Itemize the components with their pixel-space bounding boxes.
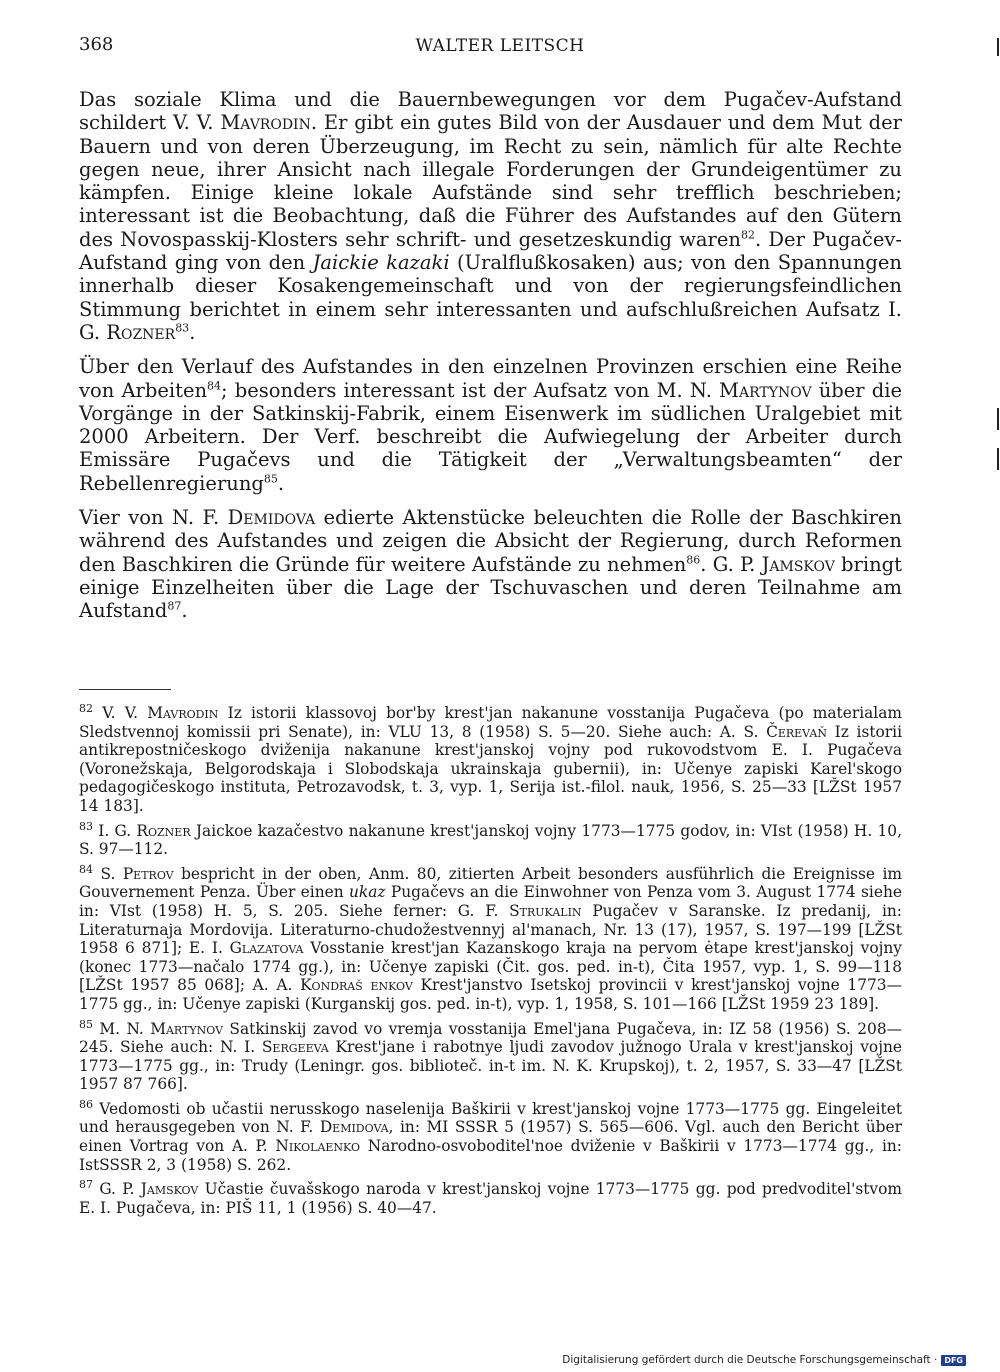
author-name: Jamskov xyxy=(761,552,835,576)
margin-mark xyxy=(997,408,999,430)
footnote-85: $^{85}$ M. N. Martynov Satkinskij zavod vo vremja vosstanija Emel'jana Pugačeva, in: IZ 58 (1956) S. 208—245. Siehe auch: N. I. Sergeeva Krest'jane i rabotnye ljudi zavodov južnogo Urala v krest'janskoj vojne 1773—1775 gg., in: Trudy (Leningr. gos. bibliotеč. in-t im. N. K. Krupskoj), t. 2, 1957, S. 33—47 [LŽSt 1957 87 766]. xyxy=(79,1017,902,1094)
author-name: Demidova xyxy=(227,506,316,530)
author-name: Mavrodin xyxy=(220,111,311,135)
author-name: Martynov xyxy=(719,378,812,402)
paragraph: Das soziale Klima und die Bauernbewegungen vor dem Pugačev-Aufstand schildert V. V. Mavrodin. Er gibt ein gutes Bild von der Ausdauer und dem Mut der Bauern und von deren Überzeugung, im Recht zu sein, nämlich für alte Rechte gegen neue, ihrer Ansicht nach illegale Forderungen der Grundeigentümer zu kämpfen. Einige kleine lokale Aufstände sind sehr trefflich beschrieben; interessant ist die Beobachtung, daß die Führer des Aufstandes auf den Gütern des Novospasskij-Klosters sehr schrift- und gesetzeskundig waren$^{82}$. Der Pugačev-Aufstand ging von den Jaickie kazaki (Uralflußkosaken) aus; von den Spannungen innerhalb dieser Kosakengemeinschaft und von der regierungsfeindlichen Stimmung berichtet in einem sehr interessanten und aufschlußreichen Aufsatz I. G. Rozner$^{83}$. xyxy=(79,88,902,344)
footnote-87: $^{87}$ G. P. Jamskov Učastie čuvašskogo naroda v krest'janskoj vojne 1773—1775 gg. pod predvoditel'stvom E. I. Pugačeva, in: PIŠ 11, 1 (1956) S. 40—47. xyxy=(79,1178,902,1217)
main-text xyxy=(79,88,902,634)
footnote-ref: 82 xyxy=(740,228,755,242)
digitization-credit xyxy=(562,1354,966,1366)
paragraph: Vier von N. F. Demidova edierte Aktenstücke beleuchten die Rolle der Baschkiren während des Aufstandes und zeigen die Absicht der Regierung, durch Reformen den Baschkiren die Gründe für weitere Aufstände zu nehmen$^{86}$. G. P. Jamskov bringt einige Einzelheiten über die Lage der Tschuvaschen und deren Teilnahme am Aufstand$^{87}$. xyxy=(79,506,902,623)
running-head: WALTER LEITSCH xyxy=(415,36,585,56)
footnote-ref: 85 xyxy=(263,472,278,486)
footnote-84: $^{84}$ S. Petrov bespricht in der oben, Anm. 80, zitierten Arbeit besonders ausführlich die Ereignisse im Gouvernement Penza. Über einen ukaz Pugačevs an die Einwohner von Penza vom 3. August 1774 siehe in: VIst (1958) H. 5, S. 205. Siehe ferner: G. F. Strukalin Pugačev v Saranske. Iz predanij, in: Literaturnaja Mordovija. Literaturno-chudožestvennyj al'manach, Nr. 13 (17), 1957, S. 197—199 [LŽSt 1958 6 871]; E. I. Glazatova Vosstanie krest'jan Kazanskogo kraja na pervom ėtape krest'janskoj vojny (konec 1773—načalo 1774 gg.), in: Učenye zapiski (Čit. gos. ped. in-t), Čita 1957, vyp. 1, S. 99—118 [LŽSt 1957 85 068]; A. A. Kondraš enkov Krest'janstvo Isetskoj provincii v krest'janskoj vojne 1773—1775 gg., in: Učenye zapiski (Kurganskij gos. ped. in-t), vyp. 1, 1958, S. 101—166 [LŽSt 1959 23 189]. xyxy=(79,862,903,1013)
footnote-ref: 87 xyxy=(167,599,182,613)
margin-mark xyxy=(997,38,999,56)
page-number: 368 xyxy=(79,34,114,55)
footnote-ref: 86 xyxy=(686,553,701,567)
footnote-ref: 83 xyxy=(175,321,190,335)
footnote-82: $^{82}$ V. V. Mavrodin Iz istorii klassovoj bor'by krest'jan nakanune vosstanija Pugačeva (po materialam Sledstvennoj komissii pri Senate), in: VLU 13, 8 (1958) S. 5—20. Siehe auch: A. S. Čerevaň Iz istorii antikrepostničeskogo dviženija nakanune krest'janskoj vojny pod rukovodstvom E. I. Pugačeva (Voronežskaja, Belgorodskaja i Slobodskaja ukrainskaja gubernii), in: Učenye zapiski Karel'skogo pedagogičeskogo instituta, Petrozavodsk, t. 3, vyp. 1, Serija ist.-filol. nauk, 1956, S. 25—33 [LŽSt 1957 14 183]. xyxy=(79,701,902,815)
credit-text: Digitalisierung gefördert durch die Deutsche Forschungsgemeinschaft · xyxy=(562,1354,938,1366)
footnote-rule xyxy=(79,689,171,690)
footnote-86: $^{86}$ Vedomosti ob učastii nerusskogo naselenija Baškirii v krest'janskoj vojne 1773—1775 gg. Eingeleitet und herausgegeben von N. F. Demidova, in: MI SSSR 5 (1957) S. 565—606. Vgl. auch den Bericht über einen Vortrag von A. P. Nikolaenko Narodno-osvoboditel'noe dviženie v Baškirii v 1773—1774 gg., in: IstSSSR 2, 3 (1958) S. 262. xyxy=(79,1097,902,1174)
footnote-83: $^{83}$ I. G. Rozner Jaickoe kazačestvo nakanune krest'janskoj vojny 1773—1775 godov, in: VIst (1958) H. 10, S. 97—112. xyxy=(79,819,902,859)
author-name: Rozner xyxy=(106,320,176,344)
margin-mark xyxy=(997,448,999,470)
footnote-ref: 84 xyxy=(207,379,222,393)
paragraph: Über den Verlauf des Aufstandes in den einzelnen Provinzen erschien eine Reihe von Arbeiten$^{84}$; besonders interessant ist der Aufsatz von M. N. Martynov über die Vorgänge in der Satkinskij-Fabrik, einem Eisenwerk im südlichen Uralgebiet mit 2000 Arbeitern. Der Verf. beschreibt die Aufwiegelung der Arbeiter durch Emissäre Pugačevs und die Tätigkeit der „Verwaltungsbeamten“ der Rebellenregierung$^{85}$. xyxy=(79,355,902,495)
dfg-logo: DFG xyxy=(941,1355,966,1366)
footnotes xyxy=(79,701,903,1223)
